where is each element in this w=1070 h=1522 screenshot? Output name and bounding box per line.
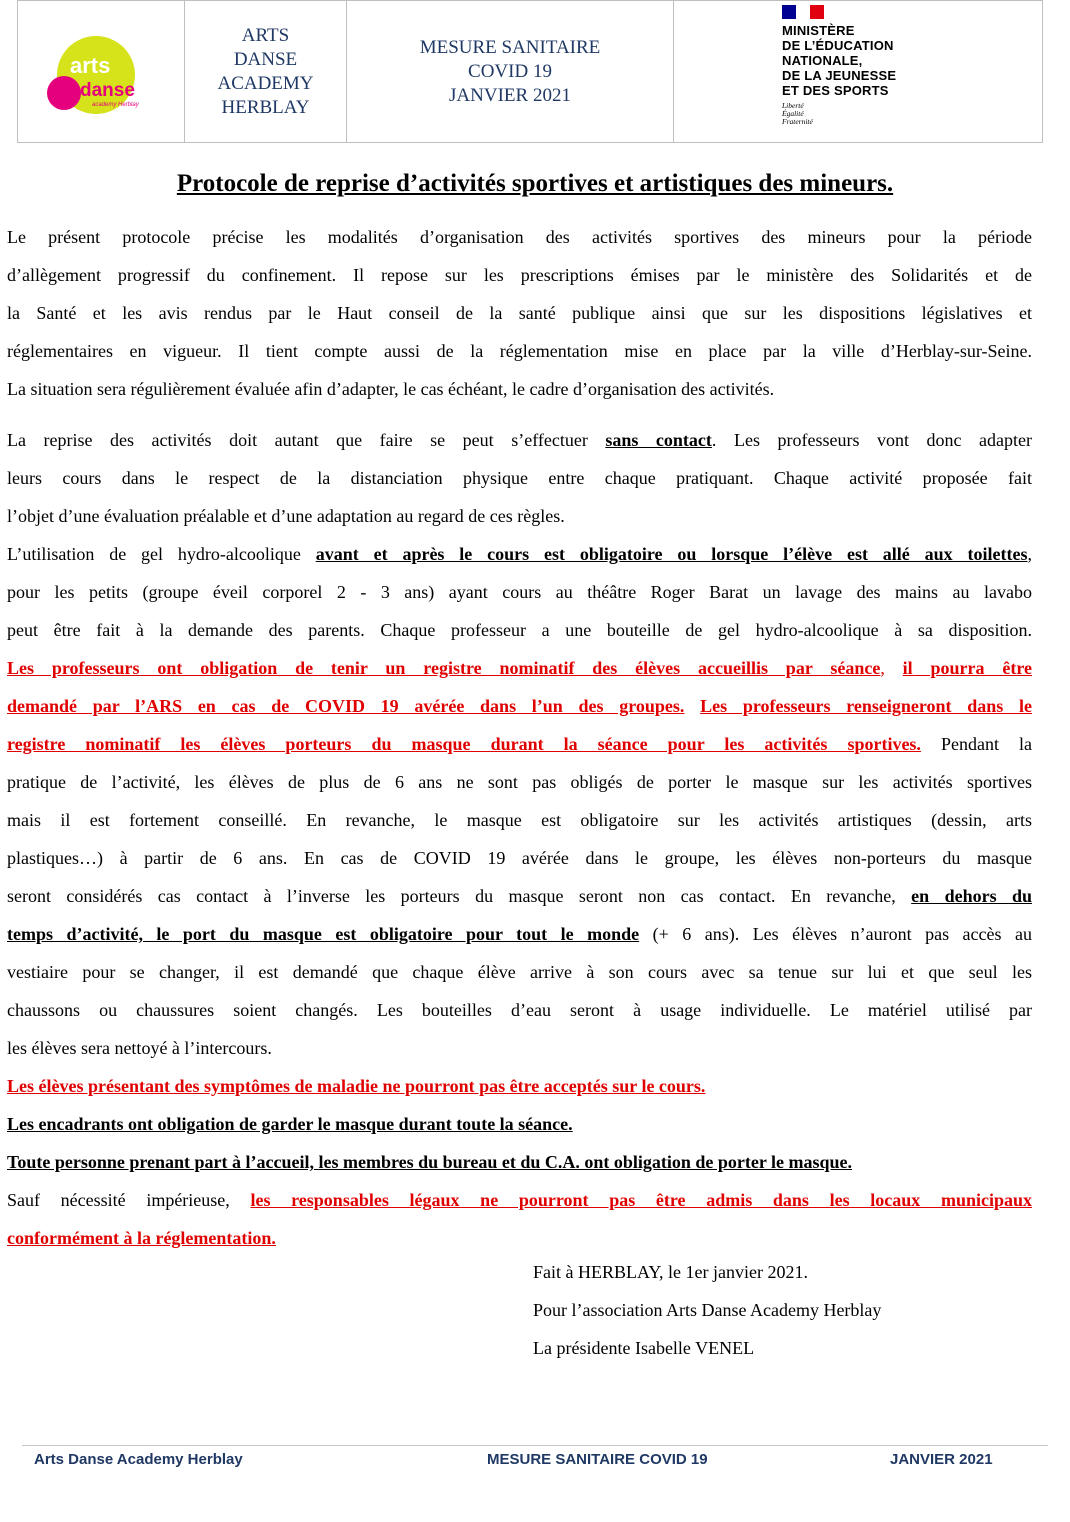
document-header	[17, 0, 1043, 143]
red-emphasis: Les professeurs ont obligation de tenir un registre nominatif des élèves accueillis par séance	[7, 658, 881, 678]
text-line: mais il est fortement conseillé. En revanche, le masque est obligatoire sur les activités artistiques (dessin, arts	[7, 810, 1032, 830]
emphasis-gel-rule: avant et après le cours est obligatoire ou lorsque l’élève est allé aux toilettes	[315, 544, 1028, 564]
measure-title	[347, 36, 673, 108]
text-line: La situation sera régulièrement évaluée afin d’adapter, le cas échéant, le cadre d’organisation des activités.	[7, 379, 775, 399]
red-emphasis: il pourra être	[902, 658, 1033, 678]
text-line	[7, 649, 1032, 687]
text-line	[7, 915, 1032, 953]
emphasis-mask-rule: temps d’activité, le port du masque est obligatoire pour tout le monde	[7, 924, 640, 944]
footer-divider	[22, 1445, 1048, 1446]
motto-line: Égalité	[782, 109, 804, 118]
red-emphasis: les responsables légaux ne pourront pas être admis dans les locaux municipaux	[250, 1190, 1032, 1210]
text-line: Les élèves présentant des symptômes de maladie ne pourront pas être acceptés sur le cours.	[7, 1076, 706, 1096]
text-line	[7, 725, 1032, 763]
footer-right: JANVIER 2021	[890, 1451, 993, 1468]
ministry-line: DE LA JEUNESSE	[782, 68, 897, 83]
ministry-name	[782, 23, 896, 98]
text-run: (+ 6 ans). Les élèves n’auront pas accès au	[639, 924, 1032, 944]
french-flag-icon	[782, 5, 824, 19]
text-run: seront considérés cas contact à l’inverse les porteurs du masque seront non cas contact. En revanche,	[7, 886, 912, 906]
ministry-line: DE L’ÉDUCATION	[782, 38, 894, 53]
text-line: les élèves sera nettoyé à l’intercours.	[7, 1038, 272, 1058]
footer-left: Arts Danse Academy Herblay	[34, 1451, 243, 1468]
text-line: pour les petits (groupe éveil corporel 2 - 3 ans) ayant cours au théâtre Roger Barat un lavage des mains au lavabo	[7, 582, 1032, 602]
ministry-line: ET DES SPORTS	[782, 83, 889, 98]
text-line: conformément à la réglementation.	[7, 1228, 276, 1248]
school-name	[185, 24, 346, 120]
text-line: vestiaire pour se changer, il est demandé que chaque élève arrive à son cours avec sa tenue sur lui et que seul les	[7, 962, 1032, 982]
school-name-line: ACADEMY	[217, 72, 314, 94]
text-run	[684, 696, 700, 716]
ministry-logo	[782, 5, 1022, 135]
text-line	[7, 535, 1032, 573]
school-name-line: ARTS	[241, 24, 290, 46]
logo-word-danse: danse	[80, 80, 135, 101]
text-line: la Santé et les avis rendus par le Haut conseil de la santé publique ainsi que sur les dispositions législatives et	[7, 303, 1032, 323]
text-line: Le présent protocole précise les modalités d’organisation des activités sportives des mineurs pour la période	[7, 227, 1032, 247]
logo-word-arts: arts	[70, 53, 111, 78]
emphasis-mask-rule: en dehors du	[911, 886, 1033, 906]
red-emphasis: registre nominatif les élèves porteurs du masque durant la séance pour les activités sportives.	[7, 734, 921, 754]
text-line: peut être fait à la demande des parents. Chaque professeur a une bouteille de gel hydro-alcoolique à sa disposition.	[7, 620, 1032, 640]
text-run: ,	[880, 658, 903, 678]
text-line: l’objet d’une évaluation préalable et d’une adaptation au regard de ces règles.	[7, 506, 565, 526]
ministry-motto	[782, 102, 813, 126]
text-run: L’utilisation de gel hydro-alcoolique	[7, 544, 316, 564]
school-name-line: DANSE	[233, 48, 298, 70]
measure-line: COVID 19	[468, 60, 552, 82]
document-title: Protocole de reprise d’activités sportives et artistiques des mineurs.	[176, 170, 894, 197]
text-run: ,	[1027, 544, 1032, 564]
protocol-paragraph	[7, 421, 1032, 1257]
header-school-cell	[185, 1, 347, 142]
header-ministry-cell	[674, 1, 1042, 142]
red-emphasis: demandé par l’ARS en cas de COVID 19 avérée dans l’un des groupes.	[7, 696, 685, 716]
signature-date: Fait à HERBLAY, le 1er janvier 2021.	[533, 1262, 808, 1282]
signature-president: La présidente Isabelle VENEL	[533, 1338, 755, 1358]
header-measure-cell	[347, 1, 674, 142]
measure-line: MESURE SANITAIRE	[419, 36, 601, 58]
arts-danse-logo	[36, 33, 156, 115]
text-line: plastiques…) à partir de 6 ans. En cas de COVID 19 avérée dans le groupe, les élèves non-porteurs du masque	[7, 848, 1032, 868]
logo-word-academy: academy Herblay	[92, 102, 139, 108]
text-run: La reprise des activités doit autant que faire se peut s’effectuer	[7, 430, 606, 450]
signature-association: Pour l’association Arts Danse Academy Herblay	[533, 1300, 882, 1320]
text-run: . Les professeurs vont donc adapter	[711, 430, 1033, 450]
motto-line: Liberté	[782, 101, 804, 110]
text-run: Pendant la	[920, 734, 1032, 754]
emphasis-no-contact: sans contact	[605, 430, 712, 450]
text-line: leurs cours dans le respect de la distanciation physique entre chaque pratiquant. Chaque activité proposée fait	[7, 468, 1032, 488]
ministry-line: MINISTÈRE	[782, 23, 855, 38]
text-run: Sauf nécessité impérieuse,	[7, 1190, 251, 1210]
text-line	[7, 421, 1032, 459]
text-line: réglementaires en vigueur. Il tient compte aussi de la réglementation mise en place par la ville d’Herblay-sur-Seine.	[7, 341, 1032, 361]
red-emphasis: Les professeurs renseigneront dans le	[700, 696, 1032, 716]
text-line	[7, 877, 1032, 915]
text-line: pratique de l’activité, les élèves de plus de 6 ans ne sont pas obligés de porter le masque sur les activités sportives	[7, 772, 1032, 792]
text-line	[7, 1181, 1032, 1219]
measure-line: JANVIER 2021	[449, 84, 571, 106]
motto-line: Fraternité	[782, 117, 813, 126]
text-line: chaussons ou chaussures soient changés. Les bouteilles d’eau seront à usage individuelle. Le matériel utilisé par	[7, 1000, 1032, 1020]
text-line: Les encadrants ont obligation de garder le masque durant toute la séance.	[7, 1114, 573, 1134]
footer-center: MESURE SANITAIRE COVID 19	[487, 1451, 708, 1468]
intro-paragraph	[7, 218, 1032, 408]
header-logo-cell	[18, 1, 185, 142]
ministry-line: NATIONALE,	[782, 53, 863, 68]
school-name-line: HERBLAY	[221, 96, 310, 118]
text-line: d’allègement progressif du confinement. Il repose sur les prescriptions émises par le ministère des Solidarités et de	[7, 265, 1032, 285]
text-line	[7, 687, 1032, 725]
text-line: Toute personne prenant part à l’accueil, les membres du bureau et du C.A. ont obligation de porter le masque.	[7, 1152, 853, 1172]
